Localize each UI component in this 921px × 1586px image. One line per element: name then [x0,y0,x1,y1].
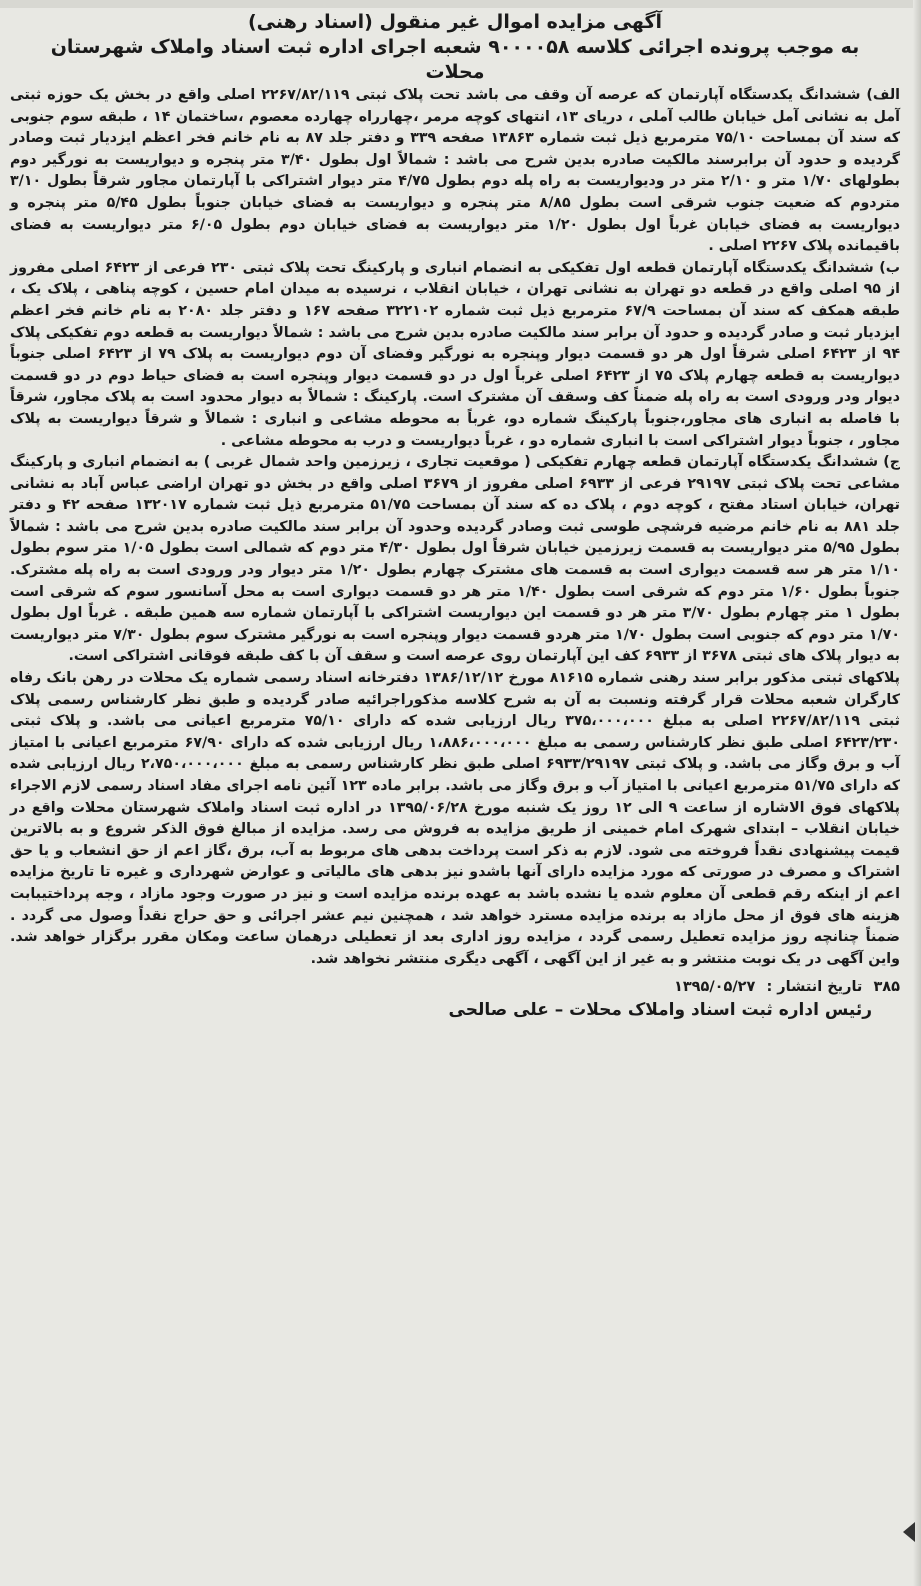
paragraph-auction-terms: پلاکهای ثبتی مذکور برابر سند رهنی شماره ۸۱۶۱۵ مورخ ۱۳۸۶/۱۲/۱۲ دفترخانه اسناد رسمی شماره یک محلات در رهن بانک رفاه کارگران شعبه محلات قرار گرفته ونسبت به آن به شرح کلاسه مذکوراجرائیه صادر گردیده و طبق نظر کارشناس رسمی پلاک ثبتی ۲۲۶۷/۸۲/۱۱۹ اصلی به مبلغ ۳۷۵،۰۰۰،۰۰۰ ریال ارزیابی شده که دارای ۷۵/۱۰ مترمربع اعیانی می باشد. و پلاک ثبتی ۶۴۲۳/۲۳۰ اصلی طبق نظر کارشناس رسمی به مبلغ ۱،۸۸۶،۰۰۰،۰۰۰ ریال ارزیابی شده که دارای ۶۷/۹۰ مترمربع اعیانی با امتیاز آب و برق وگاز می باشد. و پلاک ثبتی ۶۹۳۳/۲۹۱۹۷ اصلی طبق نظر کارشناس رسمی به مبلغ ۲،۷۵۰،۰۰۰،۰۰۰ ریال ارزیابی شده که دارای ۵۱/۷۵ مترمربع اعیانی با امتیاز آب و برق وگاز می باشد. برابر ماده ۱۲۳ آئین نامه اجرای مفاد اسناد رسمی لازم الاجراء پلاکهای فوق الاشاره از ساعت ۹ الی ۱۲ روز یک شنبه مورخ ۱۳۹۵/۰۶/۲۸ در اداره ثبت اسناد واملاک شهرستان محلات واقع در خیابان انقلاب – ابتدای شهرک امام خمینی از طریق مزایده به فروش می رسد. مزایده از مبالغ فوق الذکر شروع و به بالاترین قیمت پیشنهادی نقداً فروخته می شود. لازم به ذکر است پرداخت بدهی های مربوط به آب، برق ،گاز اعم از حق انشعاب و یا حق اشتراک و مصرف در صورتی که مورد مزایده دارای آنها باشدو نیز بدهی های مالیاتی و عوارض شهرداری و غیره تا تاریخ مزایده اعم از اینکه رقم قطعی آن معلوم شده یا نشده باشد به عهده برنده مزایده است و نیز در صورت وجود مازاد ، وجه پرداختیبابت هزینه های فوق از محل مازاد به برنده مزایده مسترد خواهد شد ، همچنین نیم عشر اجرائی و حق حراج نقداً وصول می گردد . ضمناً چنانچه روز مزایده تعطیل رسمی گردد ، مزایده روز اداری بعد از تعطیلی درهمان ساعت ومکان مقرر برگزار خواهد شد. واین آگهی در یک نوبت منتشر و به غیر از این آگهی ، آگهی دیگری منتشر نخواهد شد. [10,670,901,967]
paragraph-jim: ج) ششدانگ یکدستگاه آپارتمان قطعه چهارم تفکیکی ( موقعیت تجاری ، زیرزمین واحد شمال غربی ) به انضمام انباری و پارکینگ مشاعی تحت پلاک ثبتی ۲۹۱۹۷ فرعی از ۶۹۳۳ اصلی مفروز از ۳۶۷۹ اصلی واقع در بخش دو تهران اراضی عباس آباد به نشانی تهران، خیابان استاد مفتح ، کوچه دوم ، پلاک ده که سند آن بمساحت ۵۱/۷۵ مترمربع ذیل ثبت شماره ۱۳۲۰۱۷ صفحه ۴۲ و دفتر جلد ۸۸۱ به نام خانم مرضیه فرشچی طوسی ثبت وصادر گردیده وحدود آن برابر سند مالکیت صادره بدین شرح می باشد : شمالاً بطول ۵/۹۵ متر دیواریست به قسمت زیرزمین خیابان شرقاً اول بطول ۴/۳۰ متر دوم که شمالی است بطول ۱/۰۵ متر سوم بطول ۱/۱۰ متر هر سه قسمت دیواری است به قسمت های مشترک چهارم بطول ۱/۲۰ متر دیوار ودر ورودی است به راه پله مشترک. جنوباً بطول ۱/۶۰ متر دوم که شرقی است بطول ۱/۴۰ متر هر دو قسمت دیواری است به محل آسانسور سوم که شرقی است بطول ۱ متر چهارم بطول ۳/۷۰ متر هر دو قسمت این دیواریست اشتراکی با آپارتمان شماره سه همین طبقه . غرباً اول بطول ۱/۷۰ متر دوم که جنوبی است بطول ۱/۷۰ متر هردو قسمت دیوار وپنجره است به نورگیر مشترک سوم بطول ۷/۳۰ متر دیواریست به دیوار پلاک های ثبتی ۳۶۷۸ از ۶۹۳۳ کف این آپارتمان روی عرصه است و سقف آن با کف طبقه فوقانی اشتراکی است. [10,454,901,665]
publication-date: ۱۳۹۵/۰۵/۲۷ [673,979,756,996]
publication-line [10,976,900,998]
paragraph-be: ب) ششدانگ یکدستگاه آپارتمان قطعه اول تفکیکی به انضمام انباری و پارکینگ تحت پلاک ثبتی ۲۳۰ فرعی از ۶۴۲۳ اصلی مفروز از ۹۵ اصلی واقع در قطعه دو تهران به نشانی تهران ، خیابان انقلاب ، نرسیده به میدان امام حسین ، کوچه پناهی ، پلاک یک ، طبقه همکف که سند آن بمساحت ۶۷/۹ مترمربع ذیل ثبت شماره ۳۲۲۱۰۲ صفحه ۱۶۷ و دفتر جلد ۲۰۸۰ به نام خانم فخر اعظم ایزدیار ثبت و صادر گردیده و حدود آن برابر سند مالکیت صادره بدین شرح می باشد : شمالاً دیواریست به قطعه دوم تفکیکی پلاک ۹۴ از ۶۴۲۳ اصلی شرقاً اول هر دو قسمت دیوار وپنجره به نورگیر وفضای آن دوم دیواریست به پلاک ۷۹ از ۶۴۲۳ اصلی جنوباً دیواریست به قطعه چهارم پلاک ۷۵ از ۶۴۲۳ اصلی غرباً اول در دو قسمت دیوار وپنجره است به فضای حیاط دوم در دو قسمت دیوار ودر ورودی است به راه پله ضمناً کف وسقف آن مشترک است. پارکینگ : شمالاً به دیوار محدود است به پلاک مجاور، شرقاً با فاصله به انباری های مجاور،جنوباً پارکینگ شماره دو، غرباً به محوطه مشاعی و انباری : شمالاً و شرقاً دیواریست به پلاک مجاور ، جنوباً دیوار اشتراکی است با انباری شماره دو ، غرباً دیواریست و درب به محوطه مشاعی . [10,259,900,449]
title-line-3: محلات [425,61,485,83]
title-line-1: آگهی مزایده اموال غیر منقول (اسناد رهنی) [247,11,663,33]
scan-shadow-top [0,0,921,8]
scan-corner-mark-icon [903,1522,915,1542]
title-line-2: به موجب پرونده اجرائی کلاسه ۹۰۰۰۰۵۸ شعبه اجرای اداره ثبت اسناد واملاک شهرستان [50,36,860,58]
signature: رئیس اداره ثبت اسناد واملاک محلات – علی صالحی [448,1000,872,1021]
paragraph-alef: الف) ششدانگ یکدستگاه آپارتمان که عرصه آن وقف می باشد تحت پلاک ثبتی ۲۲۶۷/۸۲/۱۱۹ اصلی واقع در بخش یک حوزه ثبتی آمل به نشانی آمل خیابان طالب آملی ، دریای ۱۳، انتهای کوچه مرمر ،چهارراه چهارده معصوم ،ساختمان ۱۴ ، طبقه سوم جنوبی که سند آن بمساحت ۷۵/۱۰ مترمربع ذیل ثبت شماره ۱۳۸۶۳ صفحه ۳۳۹ و دفتر جلد ۸۷ به نام خانم فخر اعظم ایزدیار ثبت وصادر گردیده و حدود آن برابرسند مالکیت صادره بدین شرح می باشد : شمالاً اول بطول ۳/۴۰ متر پنجره و دیواریست به نورگیر دوم بطولهای ۱/۷۰ متر و ۲/۱۰ متر در ودیواریست به راه پله دوم بطول ۴/۷۵ متر دیوار اشتراکی با آپارتمان مجاور شرقاً بطول ۳/۱۰ متردوم که ضعیت جنوب شرقی است بطول ۸/۸۵ متر پنجره و دیواریست به فضای خیابان جنوباً بطول ۵/۴۵ متر پنجره و دیواریست به فضای خیابان غرباً اول بطول ۱/۲۰ متر دیواریست به فضای خیابان دوم بطول ۶/۰۵ متر دیواریست به فضای باقیمانده پلاک ۲۲۶۷ اصلی . [10,87,901,255]
notice-code: ۳۸۵ [873,979,900,996]
scan-shadow-right [913,0,921,1586]
publication-date-label: تاریخ انتشار : [766,979,863,996]
notice-body [10,10,900,1020]
